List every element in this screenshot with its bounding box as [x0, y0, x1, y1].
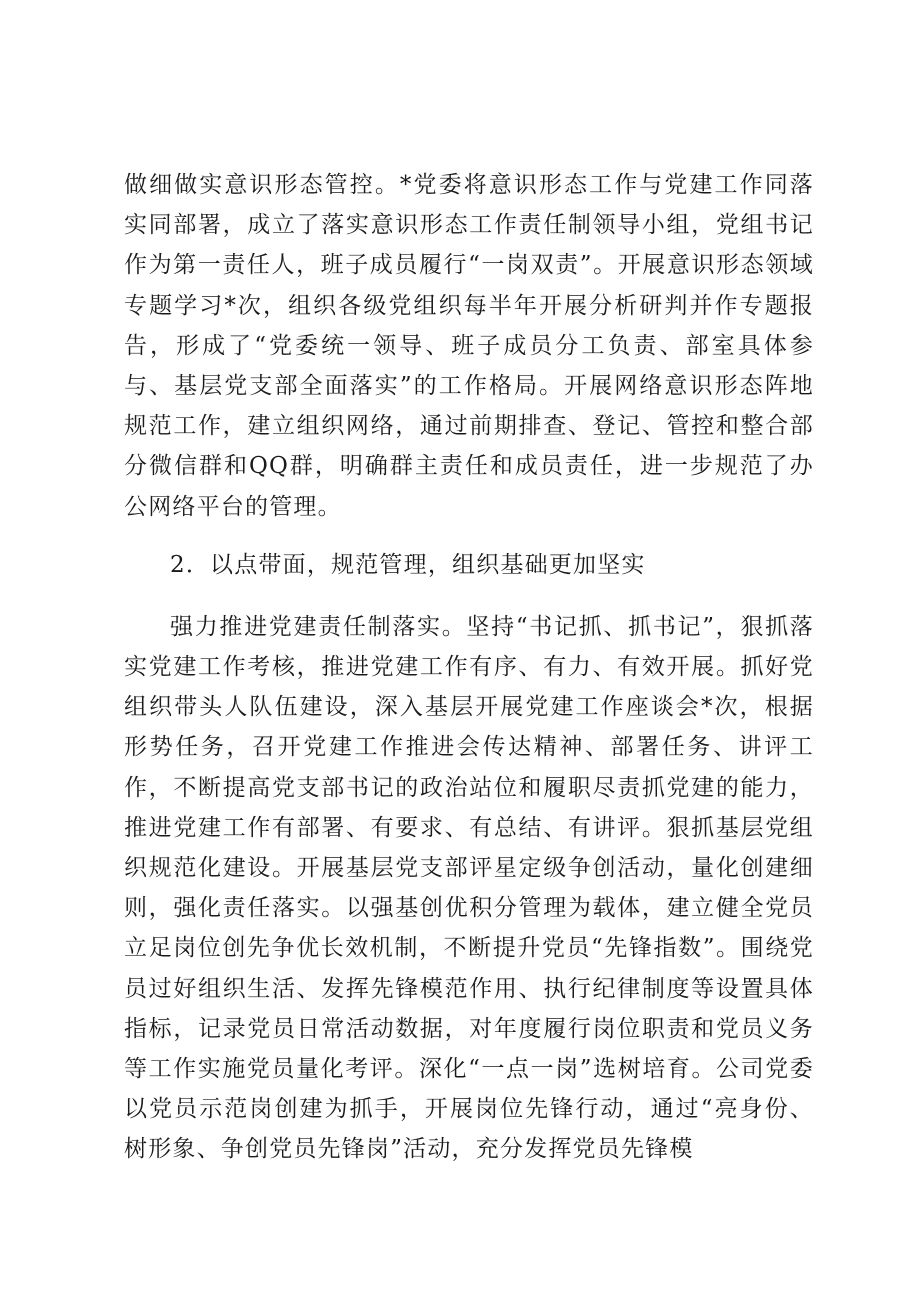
section-heading-2: 2．以点带面，规范管理，组织基础更加坚实 — [170, 551, 646, 578]
body-paragraph-1: 做细做实意识形态管控。*党委将意识形态工作与党建工作同落实同部署，成立了落实意识形态工作责任制领导小组，党组书记作为第一责任人，班子成员履行“一岗双责”。开展意识形态领域专题学习*次，组织各级党组织每半年开展分析研判并作专题报告，形成了“党委统一领导、班子成员分工负责、部室具体参与、基层党支部全面落实”的工作格局。开展网络意识形态阵地规范工作，建立组织网络，通过前期排查、登记、管控和整合部分微信群和QQ群，明确群主责任和成员责任，进一步规范了办公网络平台的管理。 — [124, 172, 814, 520]
body-paragraph-2: 强力推进党建责任制落实。坚持“书记抓、抓书记”，狠抓落实党建工作考核，推进党建工作有序、有力、有效开展。抓好党组织带头人队伍建设，深入基层开展党建工作座谈会*次，根据形势任务，召开党建工作推进会传达精神、部署任务、讲评工作，不断提高党支部书记的政治站位和履职尽责抓党建的能力，推进党建工作有部署、有要求、有总结、有讲评。狠抓基层党组织规范化建设。开展基层党支部评星定级争创活动，量化创建细则，强化责任落实。以强基创优积分管理为载体，建立健全党员立足岗位创先争优长效机制，不断提升党员“先锋指数”。围绕党员过好组织生活、发挥先锋模范作用、执行纪律制度等设置具体指标，记录党员日常活动数据，对年度履行岗位职责和党员义务等工作实施党员量化考评。深化“一点一岗”选树培育。公司党委以党员示范岗创建为抓手，开展岗位先锋行动，通过“亮身份、树形象、争创党员先锋岗”活动，充分发挥党员先锋模 — [124, 613, 814, 1163]
document-body — [124, 165, 814, 1170]
